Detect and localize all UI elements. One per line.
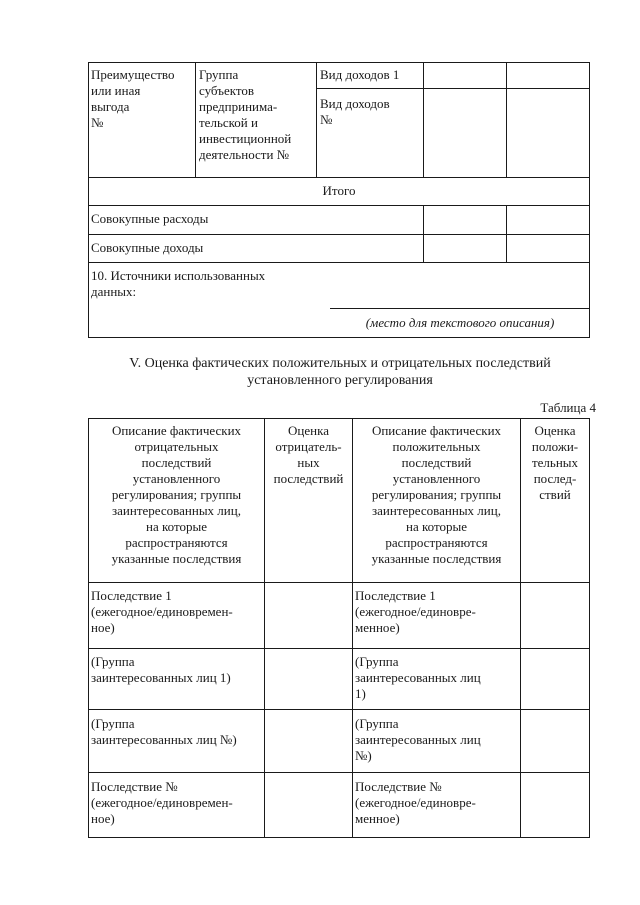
cell-line: Последствие 1 [355, 588, 436, 603]
negative-consequence-cell [91, 779, 263, 827]
cell-line: заинтересованных лиц №) [91, 732, 237, 747]
cell-line: (ежегодное/единовремен- [91, 795, 233, 810]
header-line: положи- [531, 439, 579, 454]
total-income-label: Совокупные доходы [91, 240, 204, 255]
header-line: заинтересованных лиц, [112, 503, 241, 518]
header-line: отрицательных [134, 439, 219, 454]
header-line: последствий [401, 455, 472, 470]
header-line: отрицатель- [275, 439, 342, 454]
header-line: заинтересованных лиц, [372, 503, 501, 518]
cell-line: Последствие 1 [91, 588, 172, 603]
data-sources-line: 10. Источники использованных [91, 268, 266, 283]
header-line: Описание фактических [371, 423, 502, 438]
cell-line: №) [355, 748, 372, 763]
header-line: указанные последствия [111, 551, 242, 566]
table-4-label: Таблица 4 [540, 400, 596, 415]
group-header-line: субъектов [199, 83, 255, 98]
section-5-heading-line: V. Оценка фактических положительных и отрицательных последствий [129, 356, 551, 371]
header-line: Оценка [288, 423, 329, 438]
income-type-n [320, 96, 422, 128]
header-line: Описание фактических [111, 423, 242, 438]
header-line: распространяются [125, 535, 228, 550]
total-expenses-label: Совокупные расходы [91, 211, 209, 226]
income-type-n-line: № [320, 112, 333, 127]
positive-assessment-header [521, 423, 589, 503]
cell-line: менное) [355, 620, 400, 635]
header-line: регулирования; группы [111, 487, 242, 502]
income-type-n-line: Вид доходов [320, 96, 390, 111]
data-sources-label [91, 268, 391, 300]
positive-consequence-cell [355, 779, 519, 827]
header-line: указанные последствия [371, 551, 502, 566]
header-line: положительных [392, 439, 481, 454]
cell-line: менное) [355, 811, 400, 826]
advantage-header-line: № [91, 115, 104, 130]
negative-consequence-cell [91, 588, 263, 636]
header-line: Оценка [534, 423, 576, 438]
header-line: последствий [141, 455, 212, 470]
group-header-line: предпринима- [199, 99, 278, 114]
header-line: установленного [132, 471, 221, 486]
advantage-header-line: или иная [91, 83, 141, 98]
positive-description-header [353, 423, 520, 567]
cell-line: заинтересованных лиц [355, 732, 481, 747]
cell-line: Последствие № [355, 779, 442, 794]
negative-stakeholder-cell [91, 654, 263, 686]
header-line: последствий [273, 471, 344, 486]
cell-line: заинтересованных лиц 1) [91, 670, 231, 685]
cell-line: ное) [91, 620, 115, 635]
header-line: на которые [406, 519, 467, 534]
negative-assessment-header [265, 423, 352, 487]
header-line: тельных [531, 455, 579, 470]
cell-line: (ежегодное/единовре- [355, 795, 476, 810]
header-line: распространяются [385, 535, 488, 550]
section-5-heading-line: установленного регулирования [247, 373, 433, 388]
cell-line: (ежегодное/единовре- [355, 604, 476, 619]
group-header-line: деятельности № [199, 147, 290, 162]
advantage-header-line: выгода [91, 99, 130, 114]
header-line: послед- [533, 471, 577, 486]
group-header-line: тельской и [199, 115, 258, 130]
total-row-label: Итого [322, 183, 356, 198]
header-line: установленного [392, 471, 481, 486]
text-description-placeholder: (место для текстового описания) [365, 315, 555, 330]
cell-line: 1) [355, 686, 366, 701]
advantage-header-line: Преимущество [91, 67, 175, 82]
cell-line: ное) [91, 811, 115, 826]
header-line: ных [297, 455, 320, 470]
group-header-line: Группа [199, 67, 239, 82]
cell-line: (Группа [355, 716, 399, 731]
header-line: регулирования; группы [371, 487, 502, 502]
cell-line: Последствие № [91, 779, 178, 794]
header-line: на которые [146, 519, 207, 534]
income-type-1: Вид доходов 1 [320, 67, 400, 82]
negative-stakeholder-cell [91, 716, 263, 748]
cell-line: (Группа [91, 654, 135, 669]
advantage-header [91, 67, 193, 131]
group-header-line: инвестиционной [199, 131, 292, 146]
positive-stakeholder-cell [355, 654, 519, 702]
positive-consequence-cell [355, 588, 519, 636]
group-header [199, 67, 315, 163]
cell-line: заинтересованных лиц [355, 670, 481, 685]
cell-line: (Группа [91, 716, 135, 731]
header-line: ствий [539, 487, 571, 502]
negative-description-header [89, 423, 264, 567]
positive-stakeholder-cell [355, 716, 519, 764]
section-5-heading [90, 355, 590, 389]
cell-line: (ежегодное/единовремен- [91, 604, 233, 619]
data-sources-line: данных: [91, 284, 137, 299]
cell-line: (Группа [355, 654, 399, 669]
